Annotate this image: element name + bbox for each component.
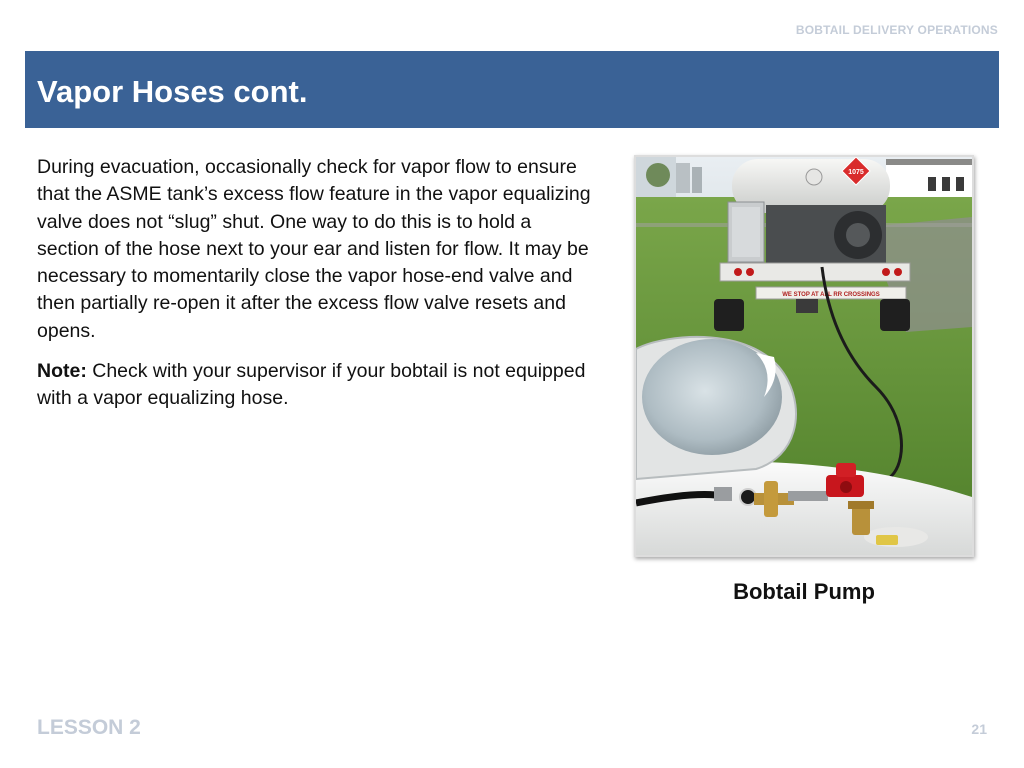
bobtail-illustration xyxy=(636,157,972,555)
note-paragraph xyxy=(37,358,597,413)
figure-caption: Bobtail Pump xyxy=(733,579,875,604)
note-text: Check with your supervisor if your bobtail is not equipped with a vapor equalizing hose. xyxy=(37,360,586,410)
placard-number: 1075 xyxy=(848,169,864,176)
bumper-text: WE STOP AT ALL RR CROSSINGS xyxy=(782,292,880,298)
body-text xyxy=(37,154,597,426)
course-label: BOBTAIL DELIVERY OPERATIONS xyxy=(795,23,998,37)
slide-title: Vapor Hoses cont. xyxy=(37,74,308,109)
note-label: Note: xyxy=(37,360,87,383)
title-bar xyxy=(25,51,999,128)
bobtail-photo xyxy=(634,155,974,557)
page-number: 21 xyxy=(971,721,987,737)
main-paragraph: During evacuation, occasionally check for vapor flow to ensure that the ASME tank’s excess flow feature in the vapor equalizing valve does not “slug” shut. One way to do this is to hold a section of the hose next to your ear and listen for flow. It may be necessary to momentarily close the vapor hose-end valve and then partially re-open it after the excess flow valve resets and opens. xyxy=(37,156,591,342)
lesson-label: LESSON 2 xyxy=(37,716,141,739)
